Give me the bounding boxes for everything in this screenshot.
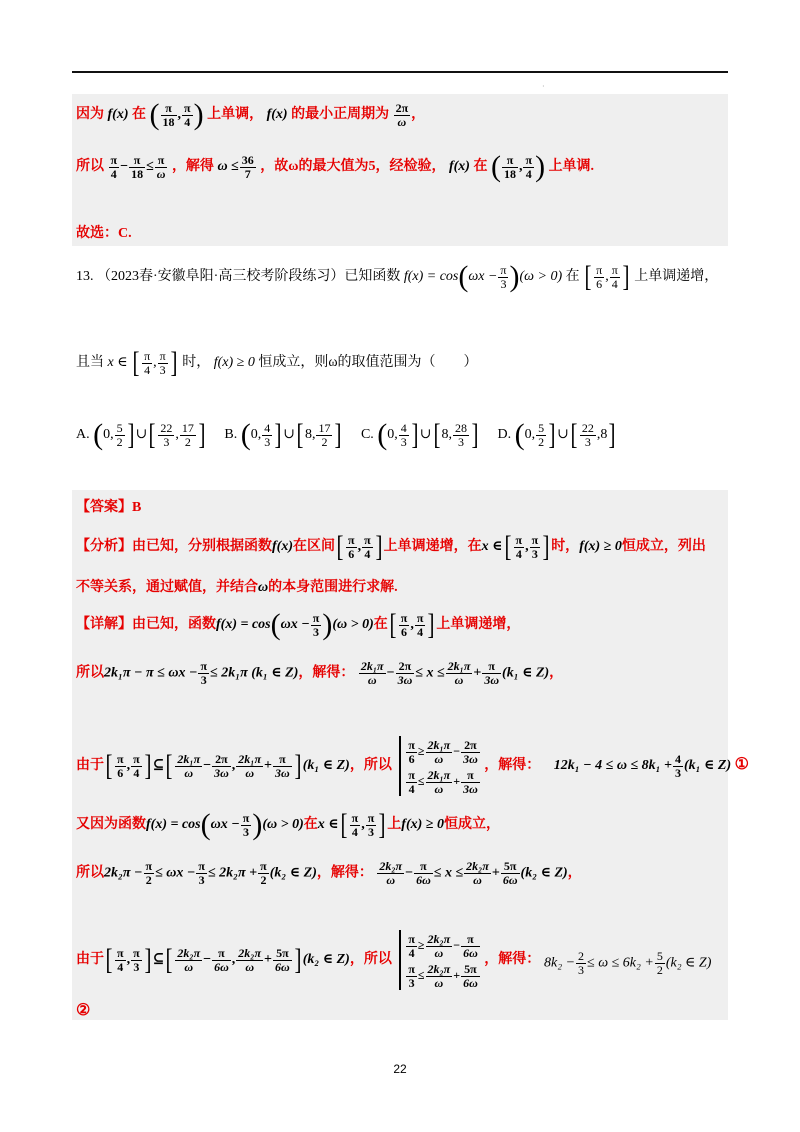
detail-line5: 所以2k₂π − $\frac{\pi}{2}$ ≤ ωx − $\frac{\pi}{3}$ ≤ 2k₂π + $\frac{\pi}{2}$ (k₂ ∈ Z)，解得： $\frac{\text{2k₂π}}{\omega}$ − $\frac{\pi}{6\omega}$ ≤ x ≤ $\frac{\text{2k₂π}}{\omega}$ + $\frac{5\pi}{6\omega}$ (k₂ ∈ Z)，: [76, 859, 582, 887]
detail-line4: 又因为函数f(x) = cos(ωx − $\frac{\pi}{3}$ )(ω > 0)在x ∈[ $\frac{\pi}{4}$ , $\frac{\pi}{3}$ ] 上f(x) ≥ 0恒成立，: [76, 808, 500, 841]
q13-line2: 且当 x ∈ [ $\frac{\pi}{4}$ , $\frac{\pi}{3}$ ] 时， f(x) ≥ 0 恒成立，则ω的取值范围为（ ）: [76, 346, 478, 379]
detail-line3: 由于[ $\frac{\pi}{6}$ , $\frac{\pi}{4}$ ] ⊆[ $\frac{\text{2k₁π}}{\omega}$ − $\frac{2\pi}{3\omega}$ , $\frac{\text{2k₁π}}{\omega}$ + $\frac{\pi}{3\omega}$ ] (k₁ ∈ Z)，所以 $\frac{\pi}{6}$ ≥ $\frac{\text{2k₁π}}{\omega}$ − $\frac{2\pi}{3\omega}$ $\frac{\pi}{4}$ ≤ $\frac{\text{2k₁π}}{\omega}$ + $\frac{\pi}{3\omega}$ ，解得： 12k₁ − 4 ≤ ω ≤ 8k₁ + $\frac{4}{3}$ (k₁ ∈ Z) ①: [76, 737, 749, 796]
detail-line6: 由于[ $\frac{\pi}{4}$ , $\frac{\pi}{3}$ ] ⊆[ $\frac{\text{2k₂π}}{\omega}$ − $\frac{\pi}{6\omega}$ , $\frac{\text{2k₂π}}{\omega}$ + $\frac{5\pi}{6\omega}$ ] (k₂ ∈ Z)，所以 $\frac{\pi}{4}$ ≥ $\frac{\text{2k₂π}}{\omega}$ − $\frac{\pi}{6\omega}$ $\frac{\pi}{3}$ ≤ $\frac{\text{2k₂π}}{\omega}$ + $\frac{5\pi}{6\omega}$ ，解得：: [76, 931, 541, 990]
system-2: $\frac{\pi}{4}$ ≥ $\frac{\text{2k₂π}}{\omega}$ − $\frac{\pi}{6\omega}$ $\frac{\pi}{3}$ ≤ $\frac{\text{2k₂π}}{\omega}$ + $\frac{5\pi}{6\omega}$: [399, 930, 480, 990]
answer-line: 【答案】B: [76, 500, 142, 515]
option-c[interactable]: C. (0, $\frac{4}{3}$ ] ∪[ 8, $\frac{28}{3}$ ]: [360, 418, 479, 451]
header-dot: ·: [542, 82, 545, 91]
analysis-line1: 【分析】由已知，分别根据函数f(x)在区间[ $\frac{\pi}{6}$ , $\frac{\pi}{4}$ ] 上单调递增，在x ∈[ $\frac{\pi}{4}$ , $\frac{\pi}{3}$ ] 时，f(x) ≥ 0恒成立，列出: [76, 530, 706, 563]
detail-line2: 所以2k₁π − π ≤ ωx − $\frac{\pi}{3}$ ≤ 2k₁π (k₁ ∈ Z)，解得： $\frac{\text{2k₁π}}{\omega}$ − $\frac{2\pi}{3\omega}$ ≤ x ≤ $\frac{\text{2k₁π}}{\omega}$ + $\frac{\pi}{3\omega}$ (k₁ ∈ Z)，: [76, 659, 564, 687]
q13-line1: 13. （2023春·安徽阜阳·高三校考阶段练习）已知函数 f(x) = cos(ωx − $\frac{\pi}{3}$ )(ω > 0) 在 [ $\frac{\pi}{6}$ , $\frac{\pi}{4}$ ] 上单调递增，: [76, 260, 719, 293]
q13-options: [76, 420, 631, 450]
p12-answer: 故选：C.: [76, 226, 132, 241]
analysis-line2: 不等关系，通过赋值，并结合ω的本身范围进行求解.: [76, 580, 398, 595]
mark-1: ①: [734, 756, 749, 774]
p12-line1: 因为 f(x) 在 ( $\frac{\pi}{18}$ , $\frac{\pi}{4}$ ) 上单调， f(x) 的最小正周期为 $\frac{2\pi}{\omega}$ ，: [76, 98, 426, 131]
detail-line1: 【详解】由已知，函数f(x) = cos(ωx − $\frac{\pi}{3}$ )(ω > 0)在[ $\frac{\pi}{6}$ , $\frac{\pi}{4}$ ] 上单调递增，: [76, 608, 521, 641]
p12-line2: 所以 $\frac{\pi}{4}$ − $\frac{\pi}{18}$ ≤ $\frac{\pi}{\omega}$ ，解得 ω ≤ $\frac{36}{7}$ ，故ω的最大值为5，经检验， f(x) 在 ( $\frac{\pi}{18}$ , $\frac{\pi}{4}$ ) 上单调.: [76, 150, 595, 183]
system-1: $\frac{\pi}{6}$ ≥ $\frac{\text{2k₁π}}{\omega}$ − $\frac{2\pi}{3\omega}$ $\frac{\pi}{4}$ ≤ $\frac{\text{2k₁π}}{\omega}$ + $\frac{\pi}{3\omega}$: [399, 736, 480, 796]
option-a[interactable]: A. (0, $\frac{5}{2}$ ] ∪[ $\frac{22}{3}$ , $\frac{17}{2}$ ]: [76, 418, 206, 451]
option-b[interactable]: B. (0, $\frac{4}{3}$ ] ∪[ 8, $\frac{17}{2}$ ]: [224, 418, 342, 451]
mark-2: ②: [76, 1002, 91, 1019]
option-d[interactable]: D. (0, $\frac{5}{2}$ ] ∪[ $\frac{22}{3}$ ,8]: [497, 418, 616, 451]
header-rule: [72, 71, 728, 73]
result-2: 8k₂ − $\frac{2}{3}$ ≤ ω ≤ 6k₂ + $\frac{5}{2}$ (k₂ ∈ Z): [544, 949, 712, 977]
page-number: 22: [393, 1062, 407, 1076]
